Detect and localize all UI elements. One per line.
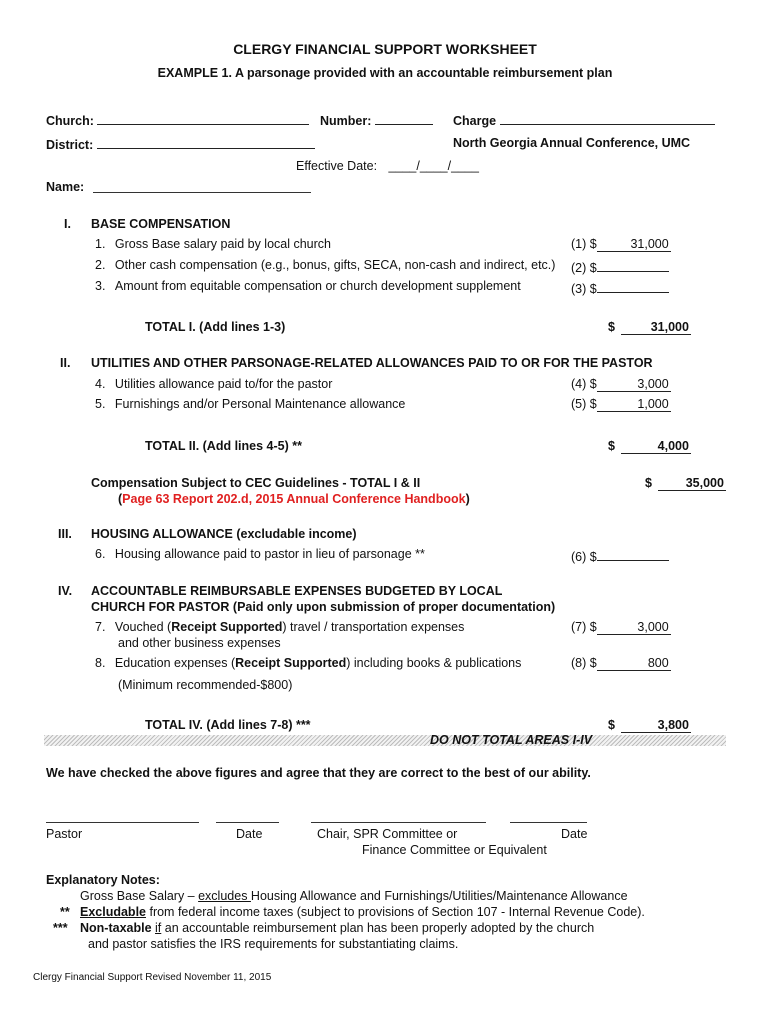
- cec-currency: $: [645, 476, 652, 490]
- chair-signature-label-line-2: Finance Committee or Equivalent: [362, 843, 547, 857]
- note-2-post: from federal income taxes (subject to provisions of Section 107 - Internal Revenue Code).: [146, 905, 645, 919]
- line-5-value[interactable]: 1,000: [597, 397, 671, 412]
- section-4-numeral: IV.: [58, 584, 73, 598]
- church-label: Church:: [46, 114, 94, 128]
- line-6-number: 6.: [95, 547, 106, 561]
- total-2-currency: $: [608, 439, 615, 453]
- note-non-taxable: [80, 921, 594, 935]
- line-1-ref: (1) $: [571, 237, 597, 251]
- total-1-amount[interactable]: [608, 320, 691, 335]
- line-1-value[interactable]: 31,000: [597, 237, 671, 252]
- line-2-value[interactable]: [597, 258, 669, 272]
- line-5-description: Furnishings and/or Personal Maintenance allowance: [114, 397, 406, 411]
- section-4-heading-line-1: ACCOUNTABLE REIMBURSABLE EXPENSES BUDGETED BY LOCAL: [91, 584, 503, 598]
- line-8-ref: (8) $: [571, 656, 597, 670]
- line-1-description: Gross Base salary paid by local church: [114, 237, 331, 251]
- church-blank[interactable]: [97, 112, 309, 125]
- total-4-currency: $: [608, 718, 615, 732]
- line-2-row: [95, 258, 555, 272]
- line-7-text-post: ) travel / transportation expenses: [282, 620, 465, 634]
- number-field[interactable]: [320, 112, 433, 128]
- chair-signature-line[interactable]: [311, 822, 486, 823]
- note-gross-base-salary: [80, 889, 628, 903]
- pastor-date-label: Date: [236, 827, 263, 841]
- line-8-receipt-supported: Receipt Supported: [235, 656, 347, 670]
- charge-label: Charge: [453, 114, 497, 128]
- line-7-amount[interactable]: [571, 620, 671, 635]
- note-excludable: [80, 905, 645, 919]
- note-1-excludes: excludes: [198, 889, 251, 903]
- note-3-marker: ***: [53, 921, 68, 935]
- line-7-description: [115, 620, 464, 634]
- effective-date-field[interactable]: [296, 159, 479, 173]
- name-label: Name:: [46, 180, 85, 194]
- section-1-heading: BASE COMPENSATION: [91, 217, 231, 231]
- notes-heading: Explanatory Notes:: [46, 873, 160, 887]
- effective-date-blank[interactable]: ____/____/____: [388, 159, 479, 173]
- line-2-description: Other cash compensation (e.g., bonus, gifts, SECA, non-cash and indirect, etc.): [114, 258, 556, 272]
- cec-amount[interactable]: [645, 476, 726, 491]
- line-5-number: 5.: [95, 397, 106, 411]
- line-6-value[interactable]: [597, 547, 669, 561]
- hatched-divider: [44, 735, 726, 746]
- line-8-number: 8.: [95, 656, 106, 670]
- line-4-description: Utilities allowance paid to/for the pastor: [114, 377, 333, 391]
- conference-name: North Georgia Annual Conference, UMC: [453, 136, 691, 150]
- total-4-amount[interactable]: [608, 718, 691, 733]
- line-7-receipt-supported: Receipt Supported: [171, 620, 283, 634]
- footer-revision: Clergy Financial Support Revised November 11, 2015: [33, 972, 272, 983]
- section-2-numeral: II.: [60, 356, 71, 370]
- note-2-marker: **: [60, 905, 70, 919]
- line-2-number: 2.: [95, 258, 106, 272]
- line-3-description: Amount from equitable compensation or church development supplement: [114, 279, 521, 293]
- line-4-amount[interactable]: [571, 377, 671, 392]
- cec-value[interactable]: 35,000: [658, 476, 726, 491]
- total-1-currency: $: [608, 320, 615, 334]
- line-3-amount[interactable]: [571, 279, 669, 296]
- church-field[interactable]: [46, 112, 309, 128]
- pastor-signature-label: Pastor: [46, 827, 83, 841]
- line-6-ref: (6) $: [571, 550, 597, 564]
- section-4-heading-line-2: CHURCH FOR PASTOR (Paid only upon submission of proper documentation): [91, 600, 556, 614]
- section-3-heading: HOUSING ALLOWANCE (excludable income): [91, 527, 357, 541]
- agreement-statement: We have checked the above figures and agree that they are correct to the best of our ability.: [46, 766, 591, 780]
- pastor-signature-line[interactable]: [46, 822, 199, 823]
- cec-reference: [118, 492, 470, 506]
- charge-field[interactable]: [453, 112, 715, 128]
- line-4-ref: (4) $: [571, 377, 597, 391]
- line-7-value[interactable]: 3,000: [597, 620, 671, 635]
- total-4-label: TOTAL IV. (Add lines 7-8) ***: [145, 718, 311, 732]
- line-1-row: [95, 237, 331, 251]
- line-4-number: 4.: [95, 377, 106, 391]
- line-1-number: 1.: [95, 237, 106, 251]
- total-1-value[interactable]: 31,000: [621, 320, 691, 335]
- line-2-ref: (2) $: [571, 261, 597, 275]
- total-2-amount[interactable]: [608, 439, 691, 454]
- line-8-amount[interactable]: [571, 656, 671, 671]
- cec-reference-close: ): [465, 492, 470, 506]
- number-blank[interactable]: [375, 112, 433, 125]
- line-7-number: 7.: [95, 620, 106, 634]
- note-3-if: if: [155, 921, 162, 935]
- section-3-numeral: III.: [58, 527, 72, 541]
- line-1-amount[interactable]: [571, 237, 671, 252]
- do-not-total-notice: DO NOT TOTAL AREAS I-IV: [430, 733, 593, 747]
- line-5-row: [95, 397, 405, 411]
- total-4-value[interactable]: 3,800: [621, 718, 691, 733]
- line-7-ref: (7) $: [571, 620, 597, 634]
- section-1-numeral: I.: [64, 217, 71, 231]
- page-subtitle: EXAMPLE 1. A parsonage provided with an accountable reimbursement plan: [157, 66, 613, 80]
- line-3-number: 3.: [95, 279, 106, 293]
- line-3-row: [95, 279, 521, 293]
- note-3-non-taxable: Non-taxable: [80, 921, 152, 935]
- line-6-description: Housing allowance paid to pastor in lieu of parsonage **: [114, 547, 425, 561]
- district-blank[interactable]: [97, 136, 315, 149]
- section-2-heading: UTILITIES AND OTHER PARSONAGE-RELATED ALLOWANCES PAID TO OR FOR THE PASTOR: [91, 356, 653, 370]
- line-6-row: [95, 547, 425, 561]
- line-5-amount[interactable]: [571, 397, 671, 412]
- cec-label: Compensation Subject to CEC Guidelines - TOTAL I & II: [91, 476, 421, 490]
- chair-date-line[interactable]: [510, 822, 587, 823]
- district-field[interactable]: [46, 136, 315, 152]
- district-label: District:: [46, 138, 94, 152]
- effective-date-label: Effective Date:: [296, 159, 378, 173]
- total-2-value[interactable]: 4,000: [621, 439, 691, 454]
- line-7-description-line-2: and other business expenses: [118, 636, 281, 650]
- line-7-row: [95, 620, 464, 634]
- chair-date-label: Date: [561, 827, 588, 841]
- charge-blank[interactable]: [500, 112, 715, 125]
- line-4-value[interactable]: 3,000: [597, 377, 671, 392]
- cec-reference-text: Page 63 Report 202.d, 2015 Annual Conference Handbook: [122, 492, 466, 506]
- line-6-amount[interactable]: [571, 547, 669, 564]
- line-8-row: [95, 656, 521, 670]
- line-3-value[interactable]: [597, 279, 669, 293]
- line-7-text-pre: Vouched (: [114, 620, 172, 634]
- total-2-label: TOTAL II. (Add lines 4-5) **: [145, 439, 302, 453]
- line-8-value[interactable]: 800: [597, 656, 671, 671]
- pastor-date-line[interactable]: [216, 822, 279, 823]
- line-8-description-line-2: (Minimum recommended-$800): [118, 678, 293, 692]
- line-3-ref: (3) $: [571, 282, 597, 296]
- name-blank[interactable]: [93, 192, 311, 193]
- line-5-ref: (5) $: [571, 397, 597, 411]
- note-3-post: an accountable reimbursement plan has been properly adopted by the church: [161, 921, 595, 935]
- total-1-label: TOTAL I. (Add lines 1-3): [145, 320, 286, 334]
- note-3-line-2: and pastor satisfies the IRS requirements for substantiating claims.: [88, 937, 459, 951]
- page-title: CLERGY FINANCIAL SUPPORT WORKSHEET: [233, 41, 537, 57]
- line-8-text-pre: Education expenses (: [114, 656, 236, 670]
- line-2-amount[interactable]: [571, 258, 669, 275]
- note-1-post: Housing Allowance and Furnishings/Utilities/Maintenance Allowance: [250, 889, 628, 903]
- cec-reference-open: (: [118, 492, 123, 506]
- line-8-description: [115, 656, 521, 670]
- number-label: Number:: [320, 114, 372, 128]
- chair-signature-label: Chair, SPR Committee or: [317, 827, 458, 841]
- note-2-excludable: Excludable: [80, 905, 146, 919]
- note-1-pre: Gross Base Salary –: [80, 889, 199, 903]
- line-4-row: [95, 377, 332, 391]
- line-8-text-post: ) including books & publications: [346, 656, 522, 670]
